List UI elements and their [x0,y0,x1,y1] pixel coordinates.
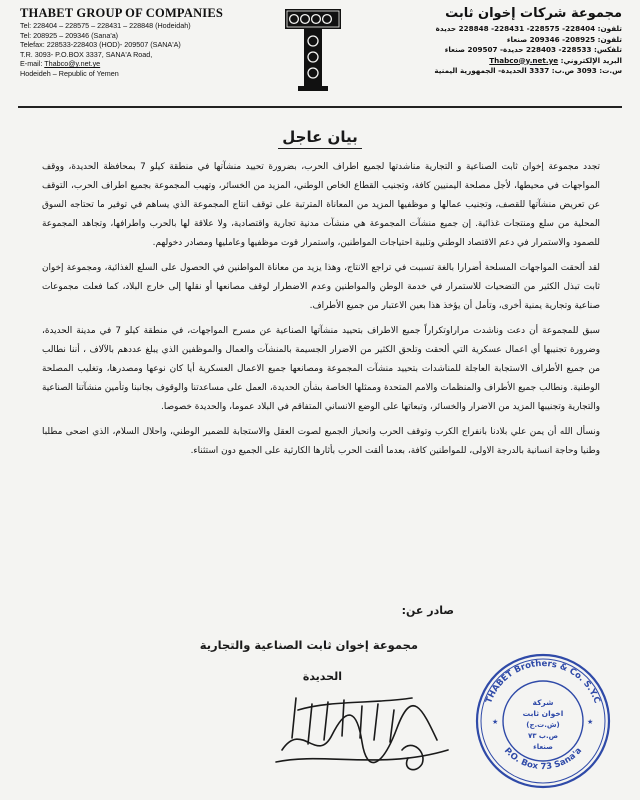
letterhead-arabic [364,6,622,77]
fax-ar: تلفكس: 228533- 228403 حديدة- 209507 صنعاء [444,45,622,54]
address-ar: س.ت: 3093 ص.ب: 3337 الحديدة- الجمهورية اليمنية [434,66,622,75]
country-line: Hodeideh – Republic of Yemen [20,68,119,78]
email-line-ar [364,56,622,67]
email-label: E-mail: [20,59,43,69]
svg-text:P.O. Box 73 Sana'a: P.O. Box 73 Sana'a [501,745,585,773]
svg-text:★: ★ [587,718,594,726]
tel-sanaa-ar: تلفون: 208925- 209346 صنعاء [506,34,622,44]
tel-sanaa: Tel: 208925 – 209346 (Sana'a) [20,30,119,40]
svg-text:★: ★ [492,718,499,726]
issuer-city: الحديدة [302,670,342,683]
company-name-en: THABET GROUP OF COMPANIES [20,6,224,20]
document-title [0,128,640,146]
tel-hodeidah-ar: تلفون: 228404- 228575- 228431- 228848 حديدة [435,24,622,33]
paragraph-1: تجدد مجموعة إخوان ثابت الصناعية و التجارية مناشدتها لجميع اطراف الحرب، بضرورة تحييد منشآتها في منطقة كيلو 7 بمحافظة الحديدة، ووقف المواجهات في محيطها، لأجل مصلحة اليمنيين كافة، وتجنيب القطاع الخاص الوطني، المزيد من الخسائر، وتهيب المجموعة بجميع اطراف الحرب، التوقف عن تعريض منشآتها للقصف، وتجنيب عمالها و موظفيها المزيد من المعاناة المترتبة على توقف انتاج المجموعة الذي يساهم في توفير ما تحتاجه السوق المحلية من سلع ومنتجات غذائية. إن جميع منشآت المجموعة هي منشآت مدنية تجارية واقتصادية، ولا علاقة لها بالحرب واطرافها، وتجاهد المجموعة للصمود والاستمرار في دعم الاقتصاد الوطني وتلبية احتياجات المواطنين، واستمرار قوت موظفيها وعامليها ومصادر دخولهم. [42,162,600,248]
svg-text:ص.ب ٧٣: ص.ب ٧٣ [527,732,559,740]
paragraph-3: سبق للمجموعة أن دعت وناشدت مراراوتكراراً جميع الاطراف بتحييد منشآتها الصناعية عن مسرح المواجهات، في منطقة كيلو 7 في مدينة الحديدة، وضرورة تجنيبها أي اعمال عسكرية التي ألحقت وتلحق الكثير من الاضرار الجسيمة بالمنشآت والعمال والموظفين الذي يبلغ عددهم بالآلاف ، أننا نطالب من جميع الأطراف الاستجابة العاجلة للمناشدات بتحييد منشآت المجموعة ومصانعها جميع الاعمال العسكرية أيا كان نوعها ومصدرها، وتغليب المصلحة الوطنية. ونطالب جميع الأطراف والمنظمات والامم المتحدة وممثلها الخاصة بشأن الحديدة، العمل على مساعدتنا والوقوف بجانبنا وتأمين منشآتنا الصناعية والتجارية وتجنيبها المزيد من الاضرار والخسائر، وتبعاتها على الوضع الانساني المتفاقم في البلاد عموما، والحديدة خصوصا. [42,326,600,412]
company-name-ar: مجموعة شركات إخوان ثابت [445,6,622,21]
telefax: Telefax: 228533-228403 (HOD)- 209507 (SANA'A) [20,40,181,50]
email-line [20,59,258,69]
letterhead-english [20,6,258,79]
svg-text:THABET Brothers & Co. S.Y.C: THABET Brothers & Co. S.Y.C [484,658,602,705]
svg-text:شركة: شركة [532,698,554,707]
email-label-ar: البريد الإلكتروني: [560,55,622,65]
paragraph-4: ونسأل الله أن يمن علي بلادنا بانفراج الكرب وتوقف الحرب وانحياز الجميع لصوت العقل والاستجابة للضمير الوطني، واحلال السلام، الذي اضحى مطلبا وطنيا وحاجة انسانية بالدرجة الاولى، للمواطنين كافة، بعدما ألقت الحرب بأثارها الكارثية على الجميع دون استثناء. [42,427,600,456]
postal-address: T.R. 3093- P.O.BOX 3337, SANA'A Road, [20,49,153,59]
company-stamp [472,650,614,792]
thabet-t-logo-icon [284,8,342,92]
email-link[interactable]: Thabco@y.net.ye [44,59,101,69]
svg-text:اخوان ثابت: اخوان ثابت [522,709,564,718]
statement-body [42,158,600,465]
issued-by-label: صادر عن: [401,604,454,617]
letterhead-divider [18,106,622,108]
email-link-ar[interactable]: Thabco@y.net.ye [489,55,559,65]
tel-hodeidah: Tel: 228404 – 228575 – 228431 – 228848 (Hodeidah) [20,21,191,30]
svg-text:صنعاء: صنعاء [533,743,553,751]
handwritten-signature [262,680,462,780]
document-title-text: بيان عاجل [278,128,362,149]
issuer-name: مجموعة إخوان ثابت الصناعية والتجارية [199,638,418,652]
svg-text:(ش.ت.ج): (ش.ت.ج) [526,721,560,729]
paragraph-2: لقد ألحقت المواجهات المسلحة أضرارا بالغة تسببت في تراجع الانتاج، وهذا يزيد من معاناة المواطنين في الحصول على السلع الغذائية، ومجموعة إخوان ثابت تبذل الكثير من التضحيات للاستمرار في خدمة الوطن والمواطنين وعدم الاضطرار لوقف مصانعها أو نقلها إلى خارج البلاد، كما فعلت مجموعات صناعية وتجارية يمنية أخرى، وتأمل أن يؤخذ هذا بعين الاعتبار من جميع الأطراف. [42,263,600,311]
